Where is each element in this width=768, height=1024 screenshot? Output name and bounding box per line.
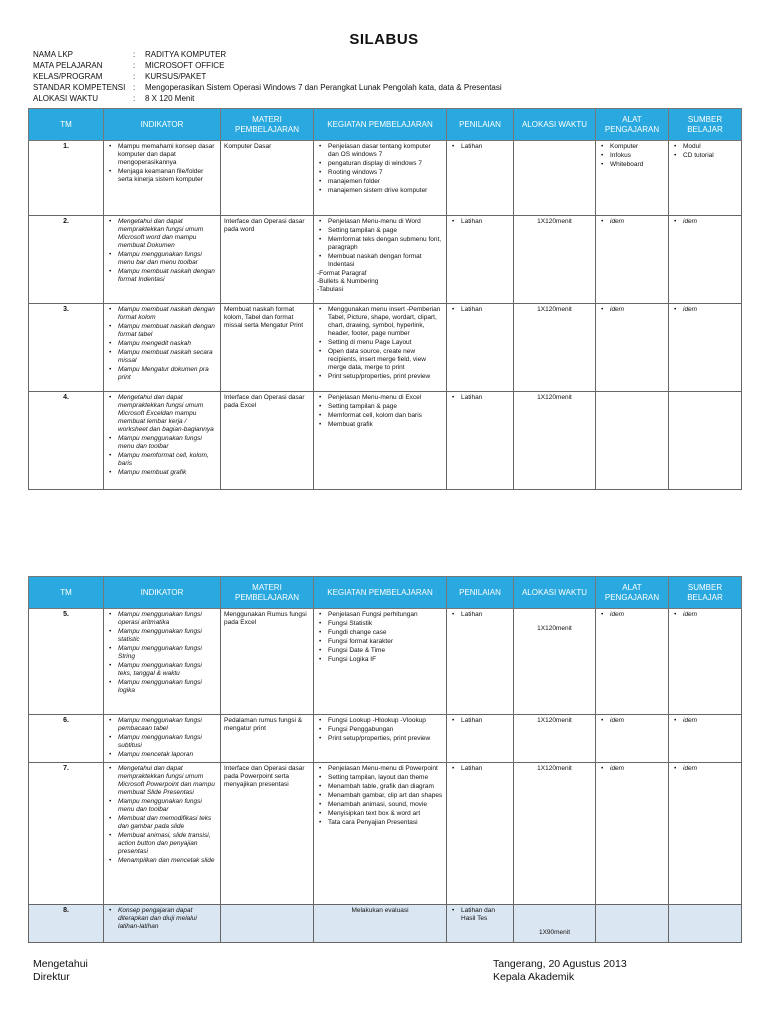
list-item: • idem: [672, 765, 738, 773]
materi-cell: Komputer Dasar: [221, 141, 314, 216]
signature-left-line2: Direktur: [33, 971, 70, 983]
row-number: 7.: [29, 763, 104, 905]
list-item: • Latihan: [450, 611, 510, 619]
header-indikator: INDIKATOR: [104, 577, 221, 609]
list-item: • Open data source, create new recipients, insert merge field, view merge data, merge to print: [317, 348, 443, 372]
list-item: • Whiteboard: [599, 161, 665, 169]
list-item: • Fungdi change case: [317, 629, 443, 637]
list-item: • Mengetahui dan dapat mempraktekkan fungsi umum Microsoft Powerpoint dan mampu membuat Slide Presentasi: [107, 765, 217, 797]
list-item: • Mampu menggunakan fungsi operasi aritmatika: [107, 611, 217, 627]
materi-cell: Interface dan Operasi dasar pada Powerpoint serta menyajikan presentasi: [221, 763, 314, 905]
alat-cell: [596, 392, 669, 490]
materi-cell: Menggunakan Rumus fungsi pada Excel: [221, 609, 314, 715]
page-title: SILABUS: [349, 31, 419, 48]
list-item: • Setting tampilan & page: [317, 227, 443, 235]
meta-value: Mengoperasikan Sistem Operasi Windows 7 dan Perangkat Lunak Pengolah kata, data & Presentasi: [145, 83, 502, 92]
table-row: [29, 905, 742, 943]
list-item: • Menambah gambar, clip art dan shapes: [317, 792, 443, 800]
penilaian-cell: [447, 763, 514, 905]
list-item: • Setting di menu Page Layout: [317, 339, 443, 347]
list-item: • Mampu memformat cell, kolom, baris: [107, 452, 217, 468]
list-item: • idem: [599, 611, 665, 619]
meta-label: KELAS/PROGRAM: [33, 72, 103, 81]
table-row: [29, 216, 742, 304]
header-alokasi: ALOKASI WAKTU: [514, 109, 596, 141]
alokasi-cell: 1X120menit: [514, 763, 596, 905]
penilaian-cell: [447, 905, 514, 943]
list-item: • Latihan: [450, 717, 510, 725]
list-item: • Infokus: [599, 152, 665, 160]
penilaian-cell: [447, 304, 514, 392]
list-item: • idem: [599, 717, 665, 725]
indikator-cell: [104, 609, 221, 715]
list-item: • Menambah animasi, sound, movie: [317, 801, 443, 809]
sumber-cell: [669, 763, 742, 905]
alat-cell: [596, 715, 669, 763]
header-kegiatan: KEGIATAN PEMBELAJARAN: [314, 577, 447, 609]
list-item: • idem: [672, 306, 738, 314]
table-row: [29, 392, 742, 490]
meta-value: MICROSOFT OFFICE: [145, 61, 225, 70]
list-item: • Mampu membuat naskah dengan format kolom: [107, 306, 217, 322]
alokasi-cell: 1X120menit: [514, 609, 596, 715]
indikator-cell: [104, 715, 221, 763]
table-header-row: [29, 577, 742, 609]
signature-left: [33, 958, 88, 984]
list-item: • Membuat grafik: [317, 421, 443, 429]
kegiatan-cell: [314, 609, 447, 715]
signature-right: [493, 958, 627, 984]
row-number: 5.: [29, 609, 104, 715]
list-item: • manajemen folder: [317, 178, 443, 186]
table-row: [29, 763, 742, 905]
header-tm: TM: [29, 577, 104, 609]
header-materi: MATERI PEMBELAJARAN: [221, 109, 314, 141]
sub-item: -Tabulasi: [317, 286, 344, 293]
list-item: • Membuat naskah dengan format Indentasi: [317, 253, 443, 269]
list-item: • idem: [599, 765, 665, 773]
list-item: • Mampu Mengatur dokumen pra print: [107, 366, 217, 382]
list-item: • idem: [672, 717, 738, 725]
list-item: • CD tutorial: [672, 152, 738, 160]
list-item: • manajemen sistem drive komputer: [317, 187, 443, 195]
alat-cell: [596, 905, 669, 943]
list-item: • Fungsi Logika IF: [317, 656, 443, 664]
row-number: 6.: [29, 715, 104, 763]
indikator-cell: [104, 216, 221, 304]
meta-value: 8 X 120 Menit: [145, 94, 195, 103]
header-sumber: SUMBER BELAJAR: [669, 577, 742, 609]
list-item: • Tata cara Penyajian Presentasi: [317, 819, 443, 827]
list-item: • Mampu membuat naskah dengan format Indentasi: [107, 268, 217, 284]
materi-cell: Pedalaman rumus fungsi & mengatur print: [221, 715, 314, 763]
list-item: • Penjelasan Menu-menu di Excel: [317, 394, 443, 402]
list-item: • Modul: [672, 143, 738, 151]
header-alokasi: ALOKASI WAKTU: [514, 577, 596, 609]
list-item: • Penjelasan Fungsi perhitungan: [317, 611, 443, 619]
list-item: • idem: [672, 611, 738, 619]
list-item: • Fungsi Lookup -Hlookup -Vlookup: [317, 717, 443, 725]
alat-cell: [596, 304, 669, 392]
meta-row-alokasi: [33, 93, 502, 104]
sumber-cell: [669, 304, 742, 392]
list-item: • Mampu menggunakan fungsi logika: [107, 679, 217, 695]
row-number: 4.: [29, 392, 104, 490]
list-item: • Menambah table, grafik dan diagram: [317, 783, 443, 791]
list-item: • Mampu menggunakan fungsi menu bar dan menu toolbar: [107, 251, 217, 267]
list-item: • idem: [599, 306, 665, 314]
kegiatan-cell: [314, 141, 447, 216]
list-item: • Fungsi Statistik: [317, 620, 443, 628]
list-item: • Penjelasan Menu-menu di Word: [317, 218, 443, 226]
list-item: • Memformat cell, kolom dan baris: [317, 412, 443, 420]
sumber-cell: [669, 609, 742, 715]
sumber-cell: [669, 905, 742, 943]
list-item: • Latihan: [450, 765, 510, 773]
header-indikator: INDIKATOR: [104, 109, 221, 141]
list-item: • Mampu menggunakan fungsi pembacaan tabel: [107, 717, 217, 733]
penilaian-cell: [447, 392, 514, 490]
signature-right-line2: Kepala Akademik: [493, 971, 575, 983]
list-item: • pengaturan display di windows 7: [317, 160, 443, 168]
list-item: • Print setup/properties, print preview: [317, 735, 443, 743]
sub-item: -Format Paragraf: [317, 270, 367, 277]
alokasi-cell: 1X90menit: [514, 905, 596, 943]
indikator-cell: [104, 141, 221, 216]
syllabus-table-1: [28, 108, 742, 490]
header-kegiatan: KEGIATAN PEMBELAJARAN: [314, 109, 447, 141]
meta-row-kelas: [33, 71, 502, 82]
sumber-cell: [669, 715, 742, 763]
header-info: [33, 49, 502, 104]
row-number: 1.: [29, 141, 104, 216]
meta-colon: :: [133, 94, 136, 103]
materi-cell: [221, 905, 314, 943]
header-tm: TM: [29, 109, 104, 141]
meta-row-lkp: [33, 49, 502, 60]
list-item: • Latihan dan Hasil Tes: [450, 907, 510, 923]
indikator-cell: [104, 392, 221, 490]
list-item: • Komputer: [599, 143, 665, 151]
header-alat: ALAT PENGAJARAN: [596, 109, 669, 141]
list-item: • Membuat animasi, slide transisi, action button dan penyajian presentasi: [107, 832, 217, 856]
sub-item: -Bullets & Numbering: [317, 278, 379, 285]
list-item: • Menyisipkan text box & word art: [317, 810, 443, 818]
list-item: • Penjelasan dasar tentang komputer dan OS windows 7: [317, 143, 443, 159]
materi-cell: Membuat naskah format kolom, Tabel dan format missal serta Mengatur Print: [221, 304, 314, 392]
list-item: • Menampilkan dan mencetak slide: [107, 857, 217, 865]
list-item: • Fungsi format karakter: [317, 638, 443, 646]
alat-cell: [596, 216, 669, 304]
row-number: 2.: [29, 216, 104, 304]
indikator-cell: [104, 905, 221, 943]
alokasi-cell: [514, 141, 596, 216]
list-item: • Membuat dan memodifikasi teks dan gambar pada slide: [107, 815, 217, 831]
table-row: [29, 715, 742, 763]
table-row: [29, 304, 742, 392]
sumber-cell: [669, 141, 742, 216]
list-item: • Mampu membuat grafik: [107, 469, 217, 477]
header-penilaian: PENILAIAN: [447, 109, 514, 141]
list-item: • Konsep pengajaran dapat diterapkan dan diuji melalui latihan-latihan: [107, 907, 217, 931]
syllabus-table-2: [28, 576, 742, 943]
penilaian-cell: [447, 141, 514, 216]
sumber-cell: [669, 216, 742, 304]
penilaian-cell: [447, 609, 514, 715]
list-item: • Setting tampilan, layout dan theme: [317, 774, 443, 782]
table-row: [29, 609, 742, 715]
header-sumber: SUMBER BELAJAR: [669, 109, 742, 141]
alat-cell: [596, 141, 669, 216]
penilaian-cell: [447, 715, 514, 763]
list-item: • Latihan: [450, 394, 510, 402]
meta-colon: :: [133, 61, 136, 70]
kegiatan-cell: [314, 304, 447, 392]
list-item: • Latihan: [450, 306, 510, 314]
signature-right-line1: Tangerang, 20 Agustus 2013: [493, 958, 627, 970]
meta-colon: :: [133, 72, 136, 81]
kegiatan-cell: [314, 392, 447, 490]
list-item: • idem: [599, 218, 665, 226]
header-materi: MATERI PEMBELAJARAN: [221, 577, 314, 609]
meta-row-sk: [33, 82, 502, 93]
list-item: • Print setup/properties, print preview: [317, 373, 443, 381]
kegiatan-cell: Melakukan evaluasi: [314, 905, 447, 943]
kegiatan-cell: [314, 216, 447, 304]
list-item: • Mampu mencetak laporan: [107, 751, 217, 759]
header-penilaian: PENILAIAN: [447, 577, 514, 609]
list-item: • Mengetahui dan dapat mempraktekkan fungsi umum Microsoft Exceldan mampu membuat lembar kerja / worksheet dan bagian-bagiannya: [107, 394, 217, 434]
meta-label: STANDAR KOMPETENSI: [33, 83, 126, 92]
meta-label: ALOKASI WAKTU: [33, 94, 99, 103]
list-item: • idem: [672, 218, 738, 226]
list-item: • Fungsi Date & Time: [317, 647, 443, 655]
sumber-cell: [669, 392, 742, 490]
alat-cell: [596, 609, 669, 715]
row-number: 8.: [29, 905, 104, 943]
list-item: • Memformat teks dengan submenu font, paragraph: [317, 236, 443, 252]
indikator-cell: [104, 304, 221, 392]
meta-colon: :: [133, 83, 136, 92]
materi-cell: Interface dan Operasi dasar pada word: [221, 216, 314, 304]
list-item: • Mampu membuat naskah dengan format tabel: [107, 323, 217, 339]
list-item: • Mampu menggunakan fungsi teks, tanggal & waktu: [107, 662, 217, 678]
alokasi-cell: 1X120menit: [514, 715, 596, 763]
list-item: • Rooting windows 7: [317, 169, 443, 177]
list-item: • Mampu menggunakan fungsi menu dan toolbar: [107, 798, 217, 814]
kegiatan-cell: [314, 763, 447, 905]
list-item: • Menjaga keamanan file/folder serta kinerja sistem komputer: [107, 168, 217, 184]
indikator-cell: [104, 763, 221, 905]
meta-value: RADITYA KOMPUTER: [145, 50, 227, 59]
list-item: • Mampu menggunakan fungsi String: [107, 645, 217, 661]
alokasi-cell: 1X120menit: [514, 392, 596, 490]
list-item: • Menggunakan menu insert -Pemberian Tabel, Picture, shape, wordart, clipart, chart, drawing, symbol, hyperlink, header, footer, page number: [317, 306, 443, 338]
list-item: • Mampu menggunakan fungsi subtitusi: [107, 734, 217, 750]
list-item: • Mampu memahami konsep dasar komputer dan dapat mengoperasikannya: [107, 143, 217, 167]
kegiatan-cell: [314, 715, 447, 763]
list-item: • Mampu membuat naskah secara missal: [107, 349, 217, 365]
alat-cell: [596, 763, 669, 905]
materi-cell: Interface dan Operasi dasar pada Excel: [221, 392, 314, 490]
list-item: • Latihan: [450, 143, 510, 151]
list-item: • Penjelasan Menu-menu di Powerpoint: [317, 765, 443, 773]
alokasi-cell: 1X120menit: [514, 304, 596, 392]
meta-label: MATA PELAJARAN: [33, 61, 103, 70]
meta-value: KURSUS/PAKET: [145, 72, 207, 81]
table-header-row: [29, 109, 742, 141]
meta-colon: :: [133, 50, 136, 59]
list-item: • Mampu menggunakan fungsi statistic: [107, 628, 217, 644]
meta-row-mapel: [33, 60, 502, 71]
penilaian-cell: [447, 216, 514, 304]
list-item: • Setting tampilan & page: [317, 403, 443, 411]
row-number: 3.: [29, 304, 104, 392]
list-item: • Mampu menggunakan fungsi menu dan toolbar: [107, 435, 217, 451]
list-item: • Fungsi Penggabungan: [317, 726, 443, 734]
meta-label: NAMA LKP: [33, 50, 74, 59]
list-item: • Mampu mengedit naskah: [107, 340, 217, 348]
signature-left-line1: Mengetahui: [33, 958, 88, 970]
list-item: • Mengetahui dan dapat mempraktekkan fungsi umum Microsoft word dan mampu membuat Dokumen: [107, 218, 217, 250]
header-alat: ALAT PENGAJARAN: [596, 577, 669, 609]
alokasi-cell: 1X120menit: [514, 216, 596, 304]
list-item: • Latihan: [450, 218, 510, 226]
table-row: [29, 141, 742, 216]
